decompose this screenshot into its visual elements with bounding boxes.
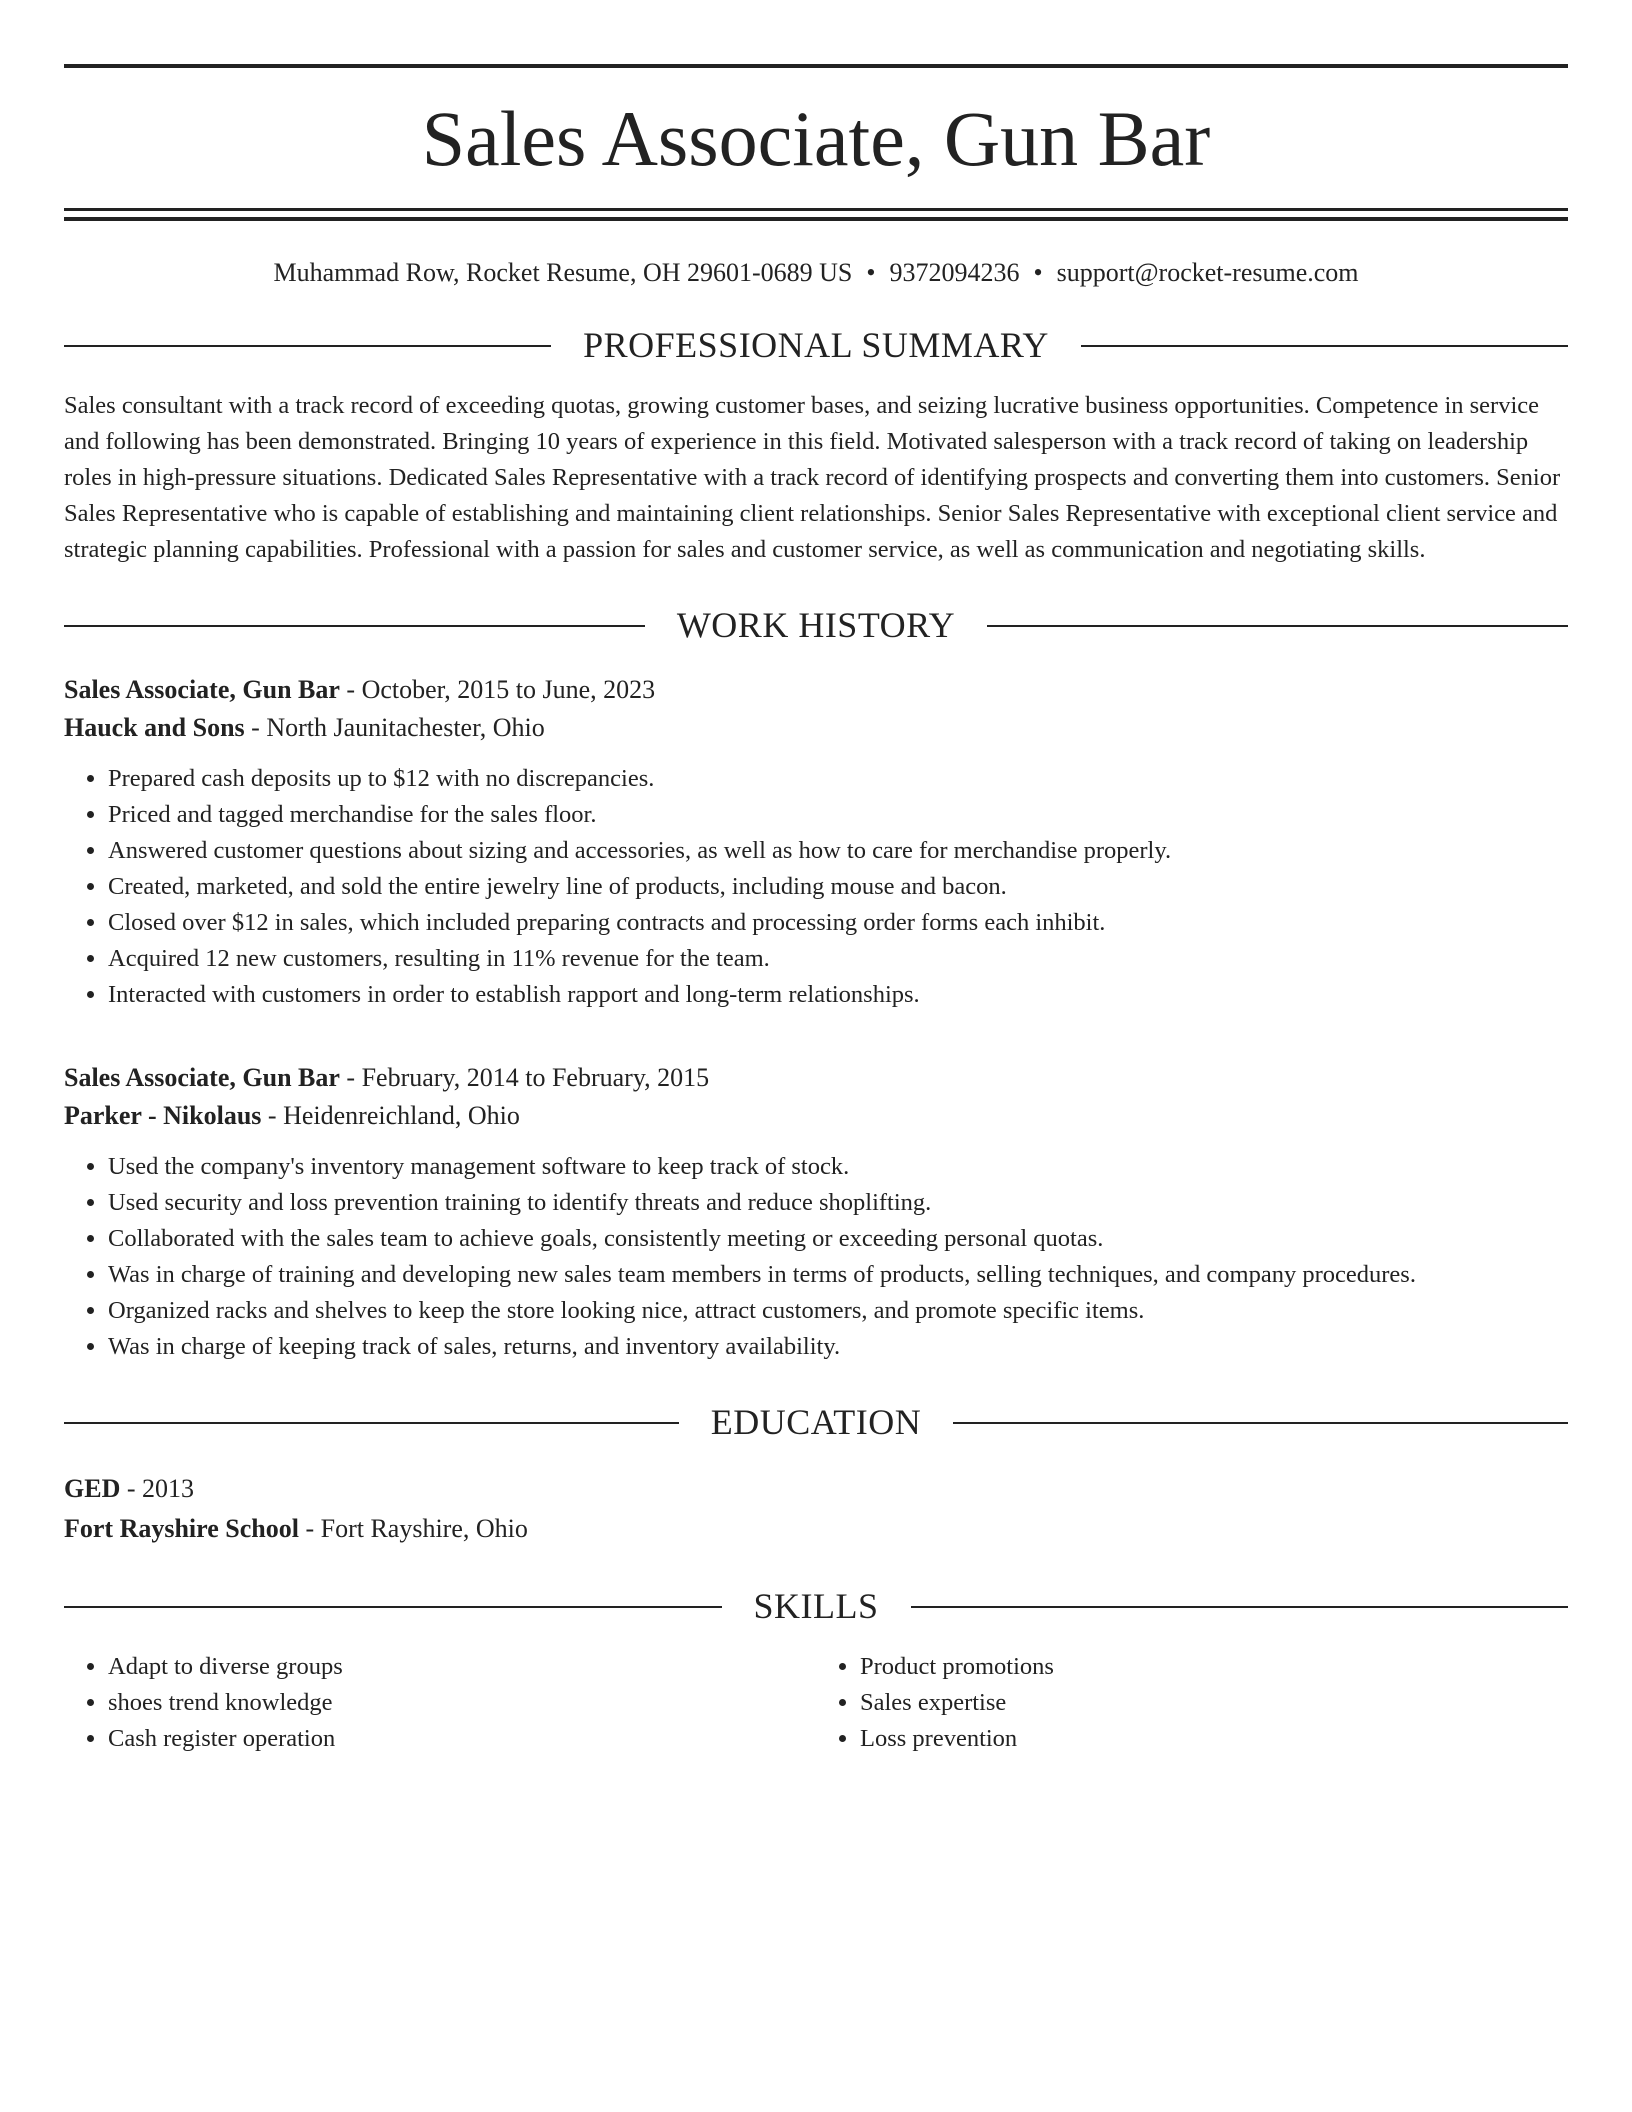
job-location: - Heidenreichland, Ohio	[261, 1101, 520, 1131]
skill-item: • Adapt to diverse groups	[108, 1649, 816, 1685]
education-year: - 2013	[120, 1473, 195, 1503]
job-bullet: • Collaborated with the sales team to achieve goals, consistently meeting or exceeding personal quotas.	[108, 1221, 1568, 1257]
job-bullet: • Acquired 12 new customers, resulting in 11% revenue for the team.	[108, 941, 1568, 977]
job-title-line	[64, 1059, 1568, 1097]
job-bullet: • Interacted with customers in order to establish rapport and long-term relationships.	[108, 977, 1568, 1013]
job-entry	[64, 1059, 1568, 1365]
section-header-skills	[64, 1587, 1568, 1627]
job-bullet: • Used the company's inventory management software to keep track of stock.	[108, 1149, 1568, 1185]
job-title-line	[64, 671, 1568, 709]
skill-item: • shoes trend knowledge	[108, 1685, 816, 1721]
education-location: - Fort Rayshire, Ohio	[298, 1513, 528, 1543]
job-bullet: • Prepared cash deposits up to $12 with no discrepancies.	[108, 761, 1568, 797]
contact-phone: 9372094236	[889, 258, 1020, 287]
section-rule-right	[953, 1422, 1568, 1424]
contact-separator: •	[866, 258, 876, 287]
education-school-line	[64, 1509, 1568, 1549]
job-bullet: • Was in charge of training and developing new sales team members in terms of products, selling techniques, and company procedures.	[108, 1257, 1568, 1293]
section-rule-left	[64, 625, 645, 627]
section-rule-right	[911, 1606, 1569, 1608]
skills-list	[64, 1649, 1568, 1757]
job-title: Sales Associate, Gun Bar	[64, 675, 340, 705]
job-entry	[64, 671, 1568, 1013]
title-double-rule	[64, 208, 1568, 221]
skill-item: • Loss prevention	[860, 1721, 1568, 1757]
summary-text: Sales consultant with a track record of exceeding quotas, growing customer bases, and seizing lucrative business opportunities. Competence in service and following has been demonstrated. Bringing 10 years of experience in this field. Motivated salesperson with a track record of taking on leadership roles in high-pressure situations. Dedicated Sales Representative with a track record of identifying prospects and converting them into customers. Senior Sales Representative who is capable of establishing and maintaining client relationships. Senior Sales Representative with exceptional client service and strategic planning capabilities. Professional with a passion for sales and customer service, as well as communication and negotiating skills.	[64, 391, 1561, 563]
section-title-education: EDUCATION	[710, 1402, 922, 1443]
contact-address: Muhammad Row, Rocket Resume, OH 29601-0689 US	[273, 258, 853, 287]
job-dates: - February, 2014 to February, 2015	[339, 1063, 710, 1093]
job-dates: - October, 2015 to June, 2023	[339, 675, 656, 705]
job-bullets	[64, 761, 1568, 1013]
job-company: Parker - Nikolaus	[64, 1101, 262, 1131]
section-title-skills: SKILLS	[753, 1585, 879, 1626]
job-bullet: • Created, marketed, and sold the entire jewelry line of products, including mouse and bacon.	[108, 869, 1568, 905]
section-title-work: WORK HISTORY	[676, 604, 956, 645]
skill-item: • Cash register operation	[108, 1721, 816, 1757]
section-title-summary: PROFESSIONAL SUMMARY	[583, 325, 1049, 366]
skill-item: • Product promotions	[860, 1649, 1568, 1685]
job-company-line	[64, 1097, 1568, 1135]
skill-item: • Sales expertise	[860, 1685, 1568, 1721]
contact-separator: •	[1033, 258, 1043, 287]
top-rule	[64, 64, 1568, 68]
job-bullet: • Used security and loss prevention training to identify threats and reduce shoplifting.	[108, 1185, 1568, 1221]
contact-line	[64, 257, 1568, 288]
section-rule-left	[64, 1606, 722, 1608]
section-header-work	[64, 606, 1568, 646]
contact-email: support@rocket-resume.com	[1056, 258, 1359, 287]
education-school: Fort Rayshire School	[64, 1513, 299, 1543]
section-rule-left	[64, 1422, 679, 1424]
skills-column-left	[64, 1649, 816, 1757]
job-company-line	[64, 709, 1568, 747]
section-rule-right	[1081, 345, 1568, 347]
job-bullet: • Was in charge of keeping track of sales, returns, and inventory availability.	[108, 1329, 1568, 1365]
job-bullet: • Answered customer questions about sizing and accessories, as well as how to care for merchandise properly.	[108, 833, 1568, 869]
education-degree: GED	[64, 1473, 121, 1503]
job-bullet: • Priced and tagged merchandise for the sales floor.	[108, 797, 1568, 833]
job-bullets	[64, 1149, 1568, 1365]
section-rule-right	[987, 625, 1568, 627]
resume-title: Sales Associate, Gun Bar	[421, 95, 1211, 182]
section-rule-left	[64, 345, 551, 347]
job-company: Hauck and Sons	[64, 713, 245, 743]
section-header-education	[64, 1403, 1568, 1443]
job-bullet: • Closed over $12 in sales, which included preparing contracts and processing order forms each inhibit.	[108, 905, 1568, 941]
job-bullet: • Organized racks and shelves to keep the store looking nice, attract customers, and promote specific items.	[108, 1293, 1568, 1329]
job-location: - North Jaunitachester, Ohio	[244, 713, 545, 743]
education-entry	[64, 1469, 1568, 1549]
education-degree-line	[64, 1469, 1568, 1509]
skills-column-right	[816, 1649, 1568, 1757]
job-title: Sales Associate, Gun Bar	[64, 1063, 340, 1093]
section-header-summary	[64, 326, 1568, 366]
